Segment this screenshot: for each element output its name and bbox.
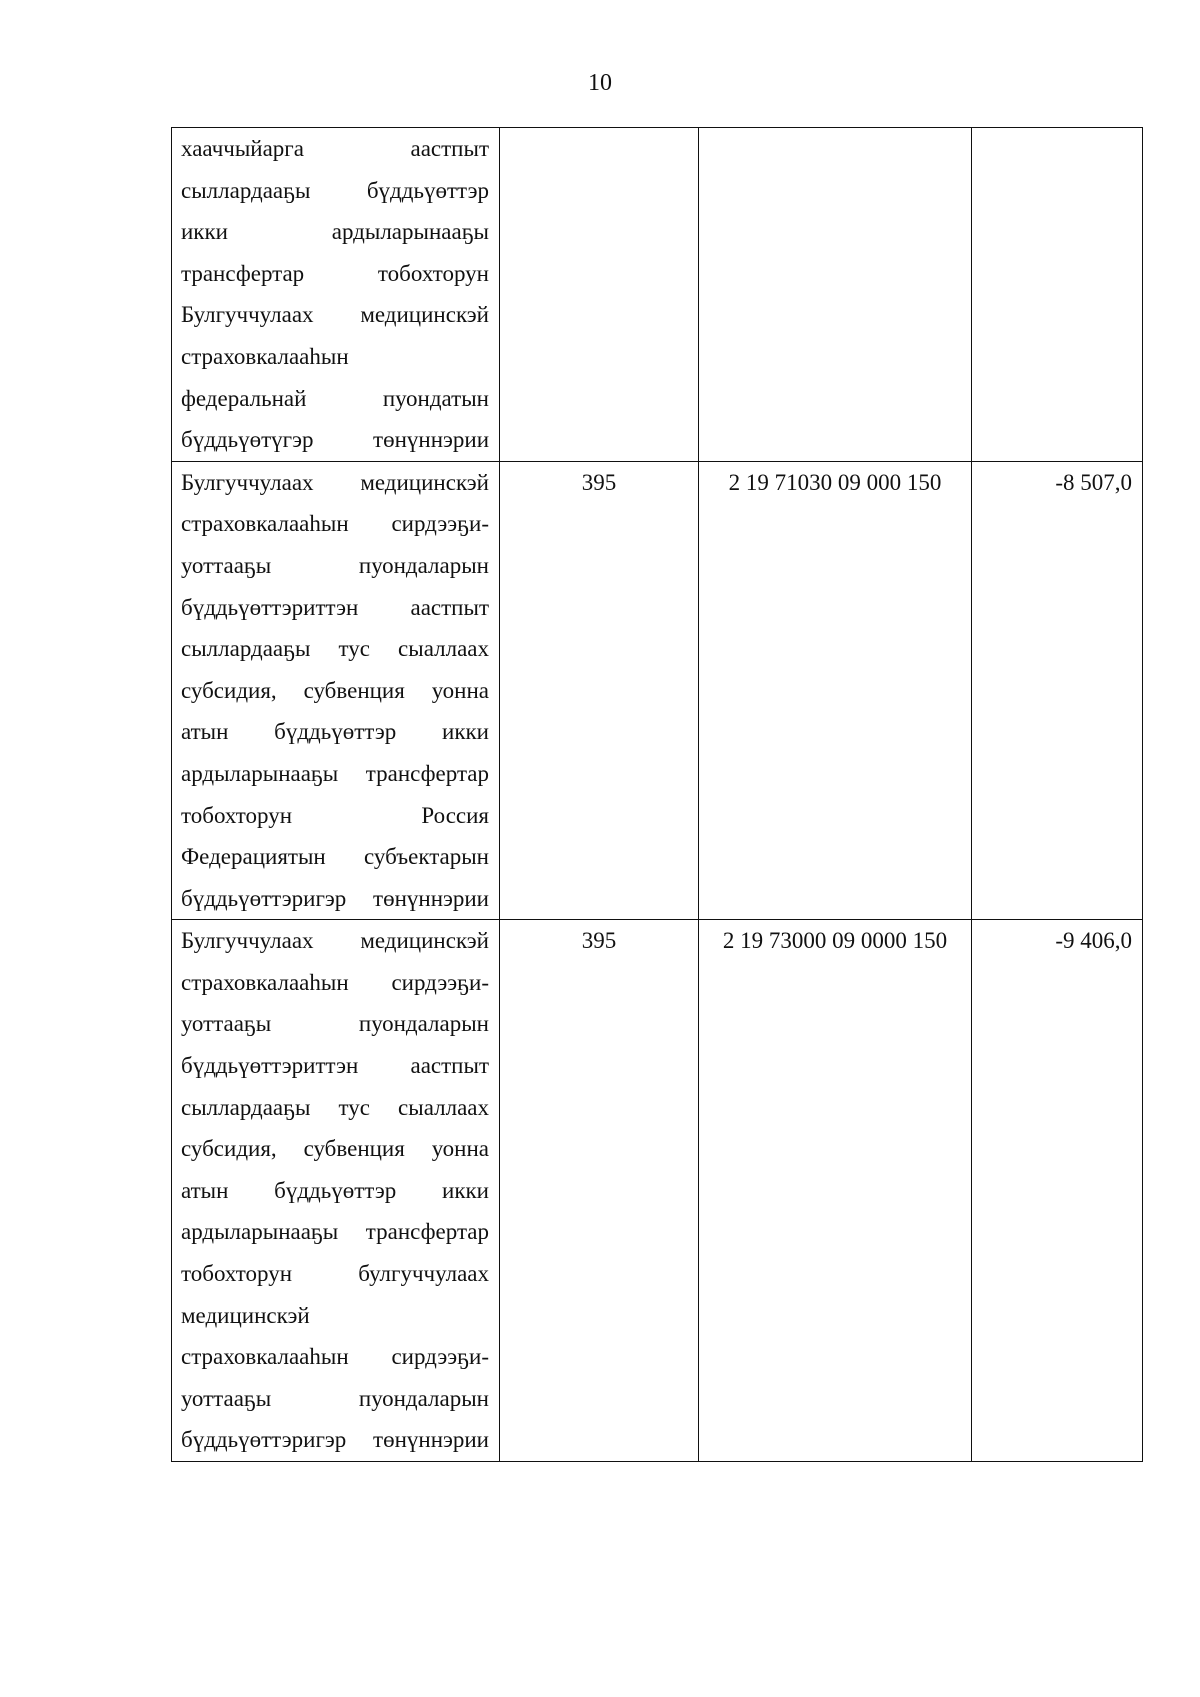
administrator-code-cell <box>500 128 699 462</box>
table-body <box>172 128 1143 1462</box>
item-name-cell <box>172 920 500 1462</box>
item-name-line: страховкалааһын сирдээҕи- <box>181 1344 489 1370</box>
item-name-line: Булгуччулаах медицинскэй <box>181 302 489 328</box>
item-name-line: сыллардааҕы тус сыаллаах <box>181 636 489 662</box>
item-name-cell <box>172 461 500 920</box>
item-name-line: атын бүддьүөттэр икки <box>181 719 489 745</box>
item-name-line: хааччыйарга аастпыт <box>181 136 489 161</box>
item-name-line: Булгуччулаах медицинскэй <box>181 469 489 495</box>
budget-classification-code-cell: 2 19 71030 09 000 150 <box>699 461 972 920</box>
item-name-line: медицинскэй <box>181 1302 310 1328</box>
budget-classification-code-cell: 2 19 73000 09 0000 150 <box>699 920 972 1462</box>
item-name-line: сыллардааҕы тус сыаллаах <box>181 1094 489 1120</box>
item-name-line: федеральнай пуондатын <box>181 385 489 411</box>
item-name-line: бүддьүөттэригэр төнүннэрии <box>181 1427 489 1453</box>
table-row <box>172 461 1143 920</box>
budget-classification-code-cell <box>699 128 972 462</box>
item-name-line: трансфертар тобохторун <box>181 260 489 286</box>
item-name-cell <box>172 128 500 462</box>
item-name-line: субсидия, субвенция уонна <box>181 677 489 703</box>
item-name-line: бүддьүөттэриттэн аастпыт <box>181 594 489 620</box>
item-name-line: икки ардыларынааҕы <box>181 219 489 245</box>
item-name-line: бүддьүөтүгэр төнүннэрии <box>181 427 489 453</box>
item-name-line: Булгуччулаах медицинскэй <box>181 928 489 954</box>
item-name-line: бүддьүөттэригэр төнүннэрии <box>181 885 489 911</box>
item-name-line: тобохторун булгуччулаах <box>181 1261 489 1287</box>
page-number: 10 <box>588 70 612 96</box>
item-name-line: атын бүддьүөттэр икки <box>181 1177 489 1203</box>
item-name-line: страховкалааһын <box>181 343 349 369</box>
item-name-line: субсидия, субвенция уонна <box>181 1136 489 1162</box>
item-name-line: страховкалааһын сирдээҕи- <box>181 969 489 995</box>
item-name-line: страховкалааһын сирдээҕи- <box>181 511 489 537</box>
item-name-line: сыллардааҕы бүддьүөттэр <box>181 177 489 203</box>
item-name-line: уоттааҕы пуондаларын <box>181 1011 489 1037</box>
administrator-code-cell: 395 <box>500 920 699 1462</box>
item-name-line: ардыларынааҕы трансфертар <box>181 1219 489 1245</box>
item-name-line: бүддьүөттэриттэн аастпыт <box>181 1053 489 1079</box>
amount-cell: -8 507,0 <box>972 461 1143 920</box>
item-name-line: Федерациятын субъектарын <box>181 844 489 870</box>
administrator-code-cell: 395 <box>500 461 699 920</box>
item-name-line: тобохторун Россия <box>181 802 489 828</box>
item-name-line: уоттааҕы пуондаларын <box>181 1385 489 1411</box>
budget-table <box>171 127 1143 1462</box>
amount-cell: -9 406,0 <box>972 920 1143 1462</box>
table-row <box>172 920 1143 1462</box>
table-row <box>172 128 1143 462</box>
item-name-line: уоттааҕы пуондаларын <box>181 552 489 578</box>
item-name-line: ардыларынааҕы трансфертар <box>181 760 489 786</box>
amount-cell <box>972 128 1143 462</box>
